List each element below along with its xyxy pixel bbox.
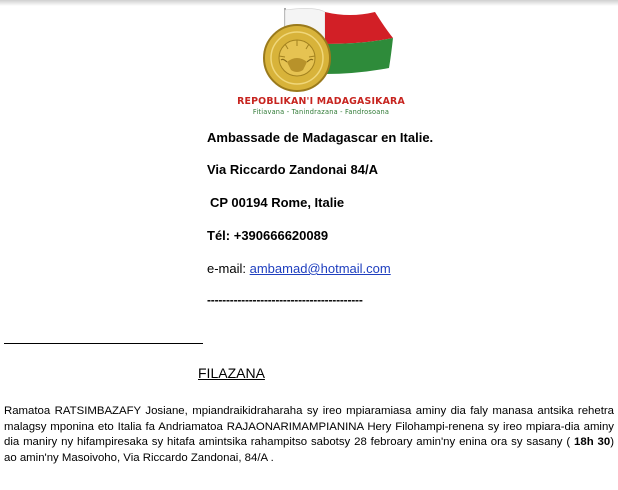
horizontal-rule <box>4 343 203 344</box>
email-link[interactable]: ambamad@hotmail.com <box>249 261 391 276</box>
announcement-paragraph <box>4 404 614 466</box>
flag-and-seal-icon <box>245 4 405 96</box>
embassy-postal: CP 00194 Rome, Italie <box>210 195 345 210</box>
embassy-name: Ambassade de Madagascar en Italie. <box>207 130 434 145</box>
embassy-email-line <box>207 261 391 276</box>
republic-motto: Fitiavana - Tanindrazana - Fandrosoana <box>252 108 390 116</box>
document-title: FILAZANA <box>198 365 265 381</box>
republic-emblem <box>205 4 437 122</box>
address-separator: ----------------------------------------- <box>207 293 363 307</box>
paragraph-part-2: ) ao amin'ny Masoivoho, Via Riccardo Zandonai, 84/A . <box>4 436 614 464</box>
embassy-phone: Tél: +390666620089 <box>207 228 329 243</box>
paragraph-part-1: Ramatoa RATSIMBAZAFY Josiane, mpiandraikidraharaha sy ireo mpiaramiasa aminy dia faly manasa antsika rehetra malagsy mponina eto Italia fa Andriamatoa RAJAONARIMAMPIANINA Hery Filohampi-renena sy ireo mpiara-dia aminy dia maniry ny hifampiresaka sy hitafa amintsika rahampitso sabotsy 28 febroary amin'ny enina ora sy sasany ( <box>4 405 614 448</box>
meeting-time: 18h 30 <box>574 436 611 448</box>
email-label: e-mail: <box>207 261 250 276</box>
republic-name: REPOBLIKAN'I MADAGASIKARA <box>237 96 405 107</box>
embassy-street: Via Riccardo Zandonai 84/A <box>207 162 378 177</box>
